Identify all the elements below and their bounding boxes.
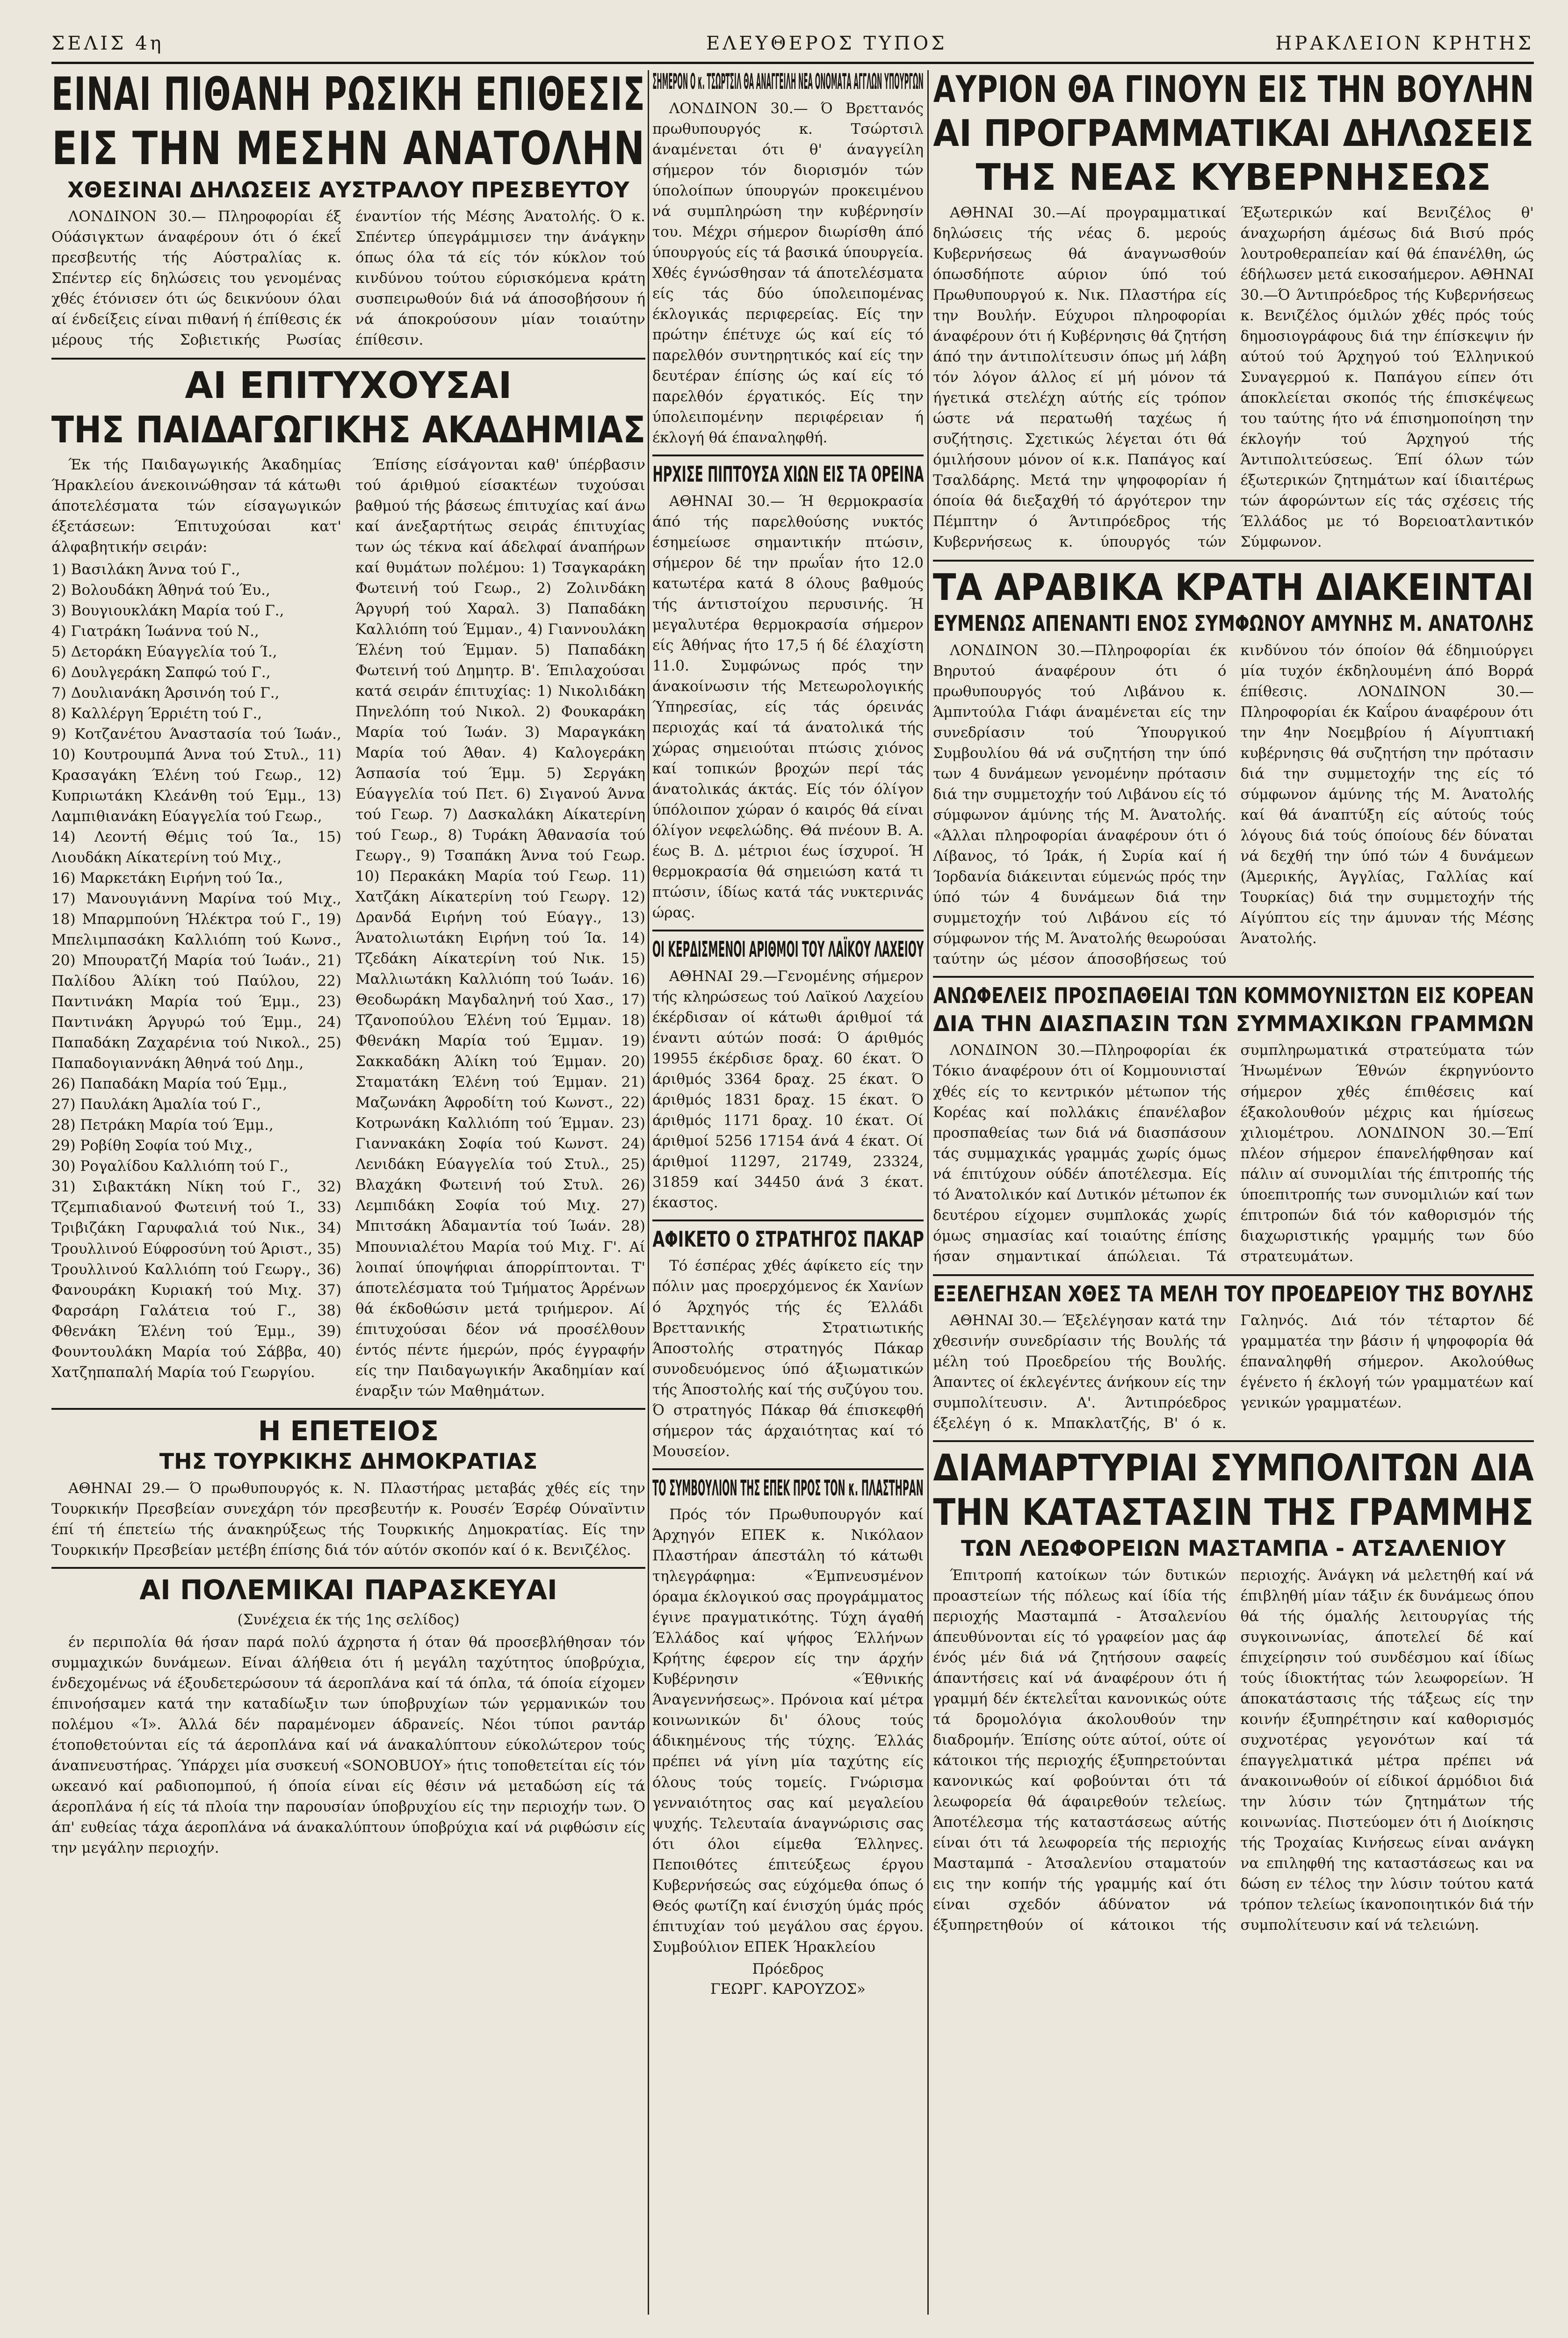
signature-title: Πρόεδρος: [752, 1960, 824, 1977]
divider: [51, 358, 645, 360]
paragraph: Έπίσης είσάγονται καθ' ύπέρβασιν τού άριθμού είσακτέων τυχούσαι βαθμού τής βάσεως έπιτυχίας καί άνω καί άνεξαρτήτως σειράς έπιτυχίας των ώς τέκνα καί άδελφαί άναπήρων καί θυμάτων πολέμου: 1) Τσαγκαράκη Φωτεινή τού Γεωρ., 2) Ζολινδάκη Άργυρή τού Χαραλ. 3) Παπαδάκη Καλλιόπη τού Έμμαν., 4) Γιαννουλάκη Έλένη τού Έμμαν. 5) Παπαδάκη Φωτεινή τού Δημητρ. Β'. Έπιλαχούσαι κατά σειράν έπιτυχίας: 1) Νικολιδάκη Πηνελόπη τού Νικολ. 2) Φουκαράκη Μαρία τού Ίωάν. 3) Μαραγκάκη Μαρία τού Άθαν. 4) Καλογεράκη Άσπασία τού Έμμ. 5) Σεργάκη Εύαγγελία τού Πετ. 6) Σιγανού Άννα τού Γεωρ. 7) Δασκαλάκη Αίκατερίνη τού Γεωρ., 8) Τυράκη Άθανασία τού Γεωργ., 9) Τσαπάκη Άννα τού Γεωρ. 10) Περακάκη Μαρία τού Γεωρ. 11) Χατζάκη Αίκατερίνη τού Γεωργ. 12) Δρανδά Ειρήνη τού Εύαγγ., 13) Άνατολιωτάκη Ειρήνη τού Ία. 14) Τζεδάκη Αίκατερίνη τού Νικ. 15) Μαλλιωτάκη Καλλιόπη τού Ίωάν. 16) Θεοδωράκη Μαγδαληνή τού Χασ., 17) Τζανοπούλου Έλένη τού Έμμαν. 18) Φθενάκη Μαρία τού Έμμαν. 19) Σακκαδάκη Άλίκη τού Έμμαν. 20) Σταματάκη Έλένη τού Έμμαν. 21) Μαζωνάκη Άφροδίτη τού Κωνστ., 22) Κοτρωνάκη Καλλιόπη τού Έμμαν. 23) Γιαννακάκη Σοφία τού Κωνστ. 24) Λενιδάκη Εύαγγελία τού Στυλ., 25) Βλαχάκη Φωτεινή τού Στυλ. 26) Λεμπιδάκη Σοφία τού Μιχ. 27) Μπιτσάκη Άδαμαντία τού Ίωάν. 28) Μπουνιαλέτου Μαρία τού Μιχ. Γ'. Αί λοιπαί ύποψήφιαι άπορρίπτονται. Τ' άποτελέσματα τού Τμήματος Άρρένων θά έκδοθώσιν μετά τριήμερον. Αί έπιτυχούσαι δέον νά προσέλθουν έντός πέντε ήμερών, πρός έγγραφήν είς την Παιδαγωγικήν Άκαδημίαν καί έναρξιν τών Μαθημάτων.: [355, 456, 645, 1400]
article-body: [933, 202, 1534, 553]
list-item: 7) Δουλιανάκη Άρσινόη τού Γ.,: [51, 685, 280, 702]
page-number: ΣΕΛΙΣ 4η: [51, 33, 164, 54]
results-list: [51, 559, 341, 1383]
divider: [933, 1274, 1534, 1276]
list-item: 14) Λεοντή Θέμις τού Ία., 15) Λιουδάκη Αίκατερίνη τού Μιχ.,: [51, 829, 341, 866]
divider: [652, 455, 924, 456]
headline: ΑΙ ΠΡΟΓΡΑΜΜΑΤΙΚΑΙ ΔΗΛΩΣΕΙΣ: [933, 113, 1534, 155]
article-lottery: [652, 938, 924, 1213]
signature-block: [652, 1959, 924, 2000]
article-korea: [933, 984, 1534, 1268]
list-item: 17) Μανουγιάννη Μαρίνα τού Μιχ., 18) Μπαρμπούνη Ήλέκτρα τού Γ., 19) Μπελιμπασάκη Καλλιόπη τού Κωνσ., 20) Μπουρατζή Μαρία τού Ίωάν., 21) Παλίδου Άλίκη τού Παύλου, 22) Παντινάκη Μαρία τού Έμμ., 23) Παντινάκη Άργυρώ τού Έμμ., 24) Παπαδάκη Ζαχαρένια τού Νικολ., 25) Παπαδογιαννάκη Άθηνά τού Δημ.,: [51, 890, 341, 1072]
article-war-preparations: [51, 1575, 645, 1858]
masthead: [51, 29, 1534, 64]
paragraph: ΛΟΝΔΙΝΟΝ 30.—Πληροφορίαι έκ Βηρυτού άναφέρουν ότι ό πρωθυπουργός τού Λιβάνου κ. Άμπντούλα Γιάφι άναμένεται είς την συνεδρίασιν τού Ύπουργικού Συμβουλίου θά νά συζητήση την ύπό των 4 δυνάμεων γενομένην πρότασιν διά την συμμετοχήν τού Λιβάνου είς τό σύμφωνον άμύνης τής Μ. Άνατολής. «Άλλαι πληροφορίαι άναφέρουν ότι ό Λίβανος, τό Ίράκ, ή Συρία καί ή Ίορδανία διάκεινται εύμενώς πρός την ύπό τών 4 δυνάμεων διά την συμμετοχήν τού Λιβάνου είς τό σύμφωνον τής Μ. Άνατολής θεωρούσαι ταύτην ώς μέσον άποσοβήσεως τού κινδύνου τόν όποίον θά έδημιούργει μία τυχόν έκδηλουμένη άπό Βορρά έπίθεσις. ΛΟΝΔΙΝΟΝ 30.—Πληροφορίαι έκ Καΐρου άναφέρουν ότι την 4ην Νοεμβρίου ή Αίγυπτιακή κυβέρνησις θά συζητήση την πρότασιν διά την συμμετοχήν της είς τό σύμφωνον άμύνης τής Μ. Άνατολής καί θά άναπτύξη είς αύτούς τούς λόγους διά τούς όποίους δέν δύναται νά δεχθή την ύπό τών 4 δυνάμεων (Άμερικής, Άγγλίας, Γαλλίας καί Τουρκίας) διά την συμμετοχήν τής Αίγύπτου είς την άμυναν τής Μέσης Άνατολής.: [933, 642, 1534, 968]
newspaper-title: ΕΛΕΥΘΕΡΟΣ ΤΥΠΟΣ: [706, 33, 947, 54]
list-item: 2) Βολουδάκη Άθηνά τού Έυ.,: [51, 582, 270, 599]
headline: ΤΗΣ ΝΕΑΣ ΚΥΒΕΡΝΗΣΕΩΣ: [975, 157, 1491, 199]
article-body: [652, 98, 924, 448]
article-body: [51, 1478, 645, 1560]
signature-name: ΓΕΩΡΓ. ΚΑΡΟΥΖΟΣ»: [710, 1981, 866, 1998]
headline: ΕΞΕΛΕΓΗΣΑΝ ΧΘΕΣ ΤΑ ΜΕΛΗ ΤΟΥ ΠΡΟΕΔΡΕΙΟΥ ΤΗΣ ΒΟΥΛΗΣ: [933, 1281, 1534, 1306]
headline: Η ΕΠΕΤΕΙΟΣ: [258, 1414, 439, 1447]
headline: ΤΟ ΣΥΜΒΟΥΛΙΟΝ ΤΗΣ ΕΠΕΚ ΠΡΟΣ ΤΟΝ κ. ΠΛΑΣΤΗΡΑΝ: [652, 1475, 924, 1501]
list-item: 3) Βουγιουκλάκη Μαρία τού Γ.,: [51, 602, 284, 620]
article-body: [933, 1040, 1534, 1267]
paragraph: Έπιτροπή κατοίκων τών δυτικών προαστείων τής πόλεως καί ίδία τής περιοχής Μασταμπά - Άτσαλενίου άπευθύνονται είς τό γραφείον μας άφ ένός μέν διά νά ζητήσουν σαφείς άπαντήσεις καί νά άναφέρουν ότι ή γραμμή δέν έκτελεΐται κανονικώς ούτε τά δρομολόγια άκολουθούν την διαδρομήν. Έπίσης ούτε αύτοί, ούτε οί κάτοικοι τής περιοχής έξυπηρετούνται κανονικώς καί φοβούνται ότι τά λεωφορεία θά άφαιρεθούν τελείως. Άποτέλεσμα τής καταστάσεως αύτής είναι ότι τά λεωφορεία τής περιοχής Μασταμπά - Άτσαλενίου σταματούν εις την κοπήν τής γραμμής καί ότι είναι σχεδόν άδύνατον νά έξυπηρετηθούν οί κάτοικοι τής περιοχής. Άνάγκη νά μελετηθή καί νά έπιβληθή μίαν τάξιν έκ δυνάμεως όπου θά τής όμαλής λειτουργίας τής συγκοινωνίας, άποτελεί δέ καί έπιχείρησιν τού συνδέσμου καί ίδίως τούς ίδιοκτήτας τών λεωφορείων. Ή άποκατάστασις τής τάξεως είς την κοινήν έξυπηρέτησιν καί καθορισμός συχνοτέρας γεγονότων καί τά έπαγγελματικά μέτρα πρέπει νά άνακοινωθούν οί είδικοί άρμόδιοι διά την λύσιν τών ζητημάτων τής κοινωνίας. Πιστεύομεν ότι ή Διοίκησις τής Τροχαίας Κινήσεως είναι ανάγκη να επιληφθή της καταστάσεως και να δώση εν τέλος την λύσιν τούτου κατά τρόπον τελείως ίκανοποιητικόν διά τήν συμπολίτευσιν καί νά τελειώνη.: [933, 1566, 1534, 1934]
list-item: 30) Ρογαλίδου Καλλιόπη τού Γ.,: [51, 1158, 289, 1175]
headline: ΤΗΝ ΚΑΤΑΣΤΑΣΙΝ ΤΗΣ ΓΡΑΜΜΗΣ: [933, 1491, 1534, 1534]
subheadline: ΤΩΝ ΛΕΩΦΟΡΕΙΩΝ ΜΑΣΤΑΜΠΑ - ΑΤΣΑΛΕΝΙΟΥ: [961, 1535, 1506, 1561]
article-turkish-republic: [51, 1416, 645, 1560]
article-pedagogical-academy: [51, 366, 645, 1401]
paragraph: Τό έσπέρας χθές άφίκετο είς την πόλιν μας προερχόμενος έκ Χανίων ό Άρχηγός τής ές Έλλάδι Βρεττανικής Στρατιωτικής Άποστολής στρατηγός Πάκαρ συνοδευόμενος ύπό άξιωματικών τής Άποστολής καί τής συζύγου του. Ό στρατηγός Πάκαρ θά έπισκεφθή σήμερον τάς άρχαιότητας καί τό Μουσείον.: [652, 1257, 924, 1460]
article-body: [933, 1565, 1534, 1936]
list-item: 9) Κοτζανέτου Άναστασία τού Ίωάν., 10) Κουτρουμπά Άννα τού Στυλ., 11) Κρασαγάκη Έλένη τού Γεωρ., 12) Κυπριωτάκη Κλεάνθη τού Έμμ., 13) Λαμπιθιανάκη Εύαγγελία τού Γεωρ.,: [51, 726, 341, 825]
list-item: 28) Πετράκη Μαρία τού Έμμ.,: [51, 1117, 274, 1134]
article-body: [51, 206, 645, 351]
list-item: 26) Παπαδάκη Μαρία τού Έμμ.,: [51, 1075, 288, 1093]
continuation-note: (Συνέχεια έκ τής 1ης σελίδος): [237, 1611, 460, 1628]
list-item: 6) Δουλγεράκη Σαπφώ τού Γ.,: [51, 664, 271, 681]
subheadline: ΤΗΣ ΤΟΥΡΚΙΚΗΣ ΔΗΜΟΚΡΑΤΙΑΣ: [159, 1449, 538, 1474]
article-body: [652, 491, 924, 923]
headline: ΤΑ ΑΡΑΒΙΚΑ ΚΡΑΤΗ ΔΙΑΚΕΙΝΤΑΙ: [933, 566, 1534, 609]
headline: ΕΙΝΑΙ ΠΙΘΑΝΗ ΡΩΣΙΚΗ ΕΠΙΘΕΣΙΣ: [51, 70, 645, 121]
article-epek-council: [652, 1477, 924, 2000]
divider: [652, 1220, 924, 1221]
paragraph: ΛΟΝΔΙΝΟΝ 30.—Πληροφορίαι έκ Τόκιο άναφέρουν ότι οί Κομμουνισταί χθές είς το κεντρικόν μέτωπον τής Κορέας καί πολλάκις έπανέλαβον προσπαθείας των διά νά διασπάσουν τάς συμμαχικάς γραμμάς χωρίς όμως νά έπιτύχουν ούδέν άποτέλεσμα. Είς τό Άνατολικόν καί Δυτικόν μέτωπον έκ δευτέρου είχομεν συμπλοκάς χωρίς όμως σημασίας καί τοιαύτης έπίσης ήσαν σημαντικαί άπώλειαι. Τά συμπληρωματικά στρατεύματα τών Ήνωμένων Έθνών έκρηγνύοντο σήμερον χθές έπιθέσεις καί έξακολουθούν μέχρις και ήμίσεως χιλιομέτρου. ΛΟΝΔΙΝΟΝ 30.—Έπί πλέον σήμερον έπανελήφθησαν καί πάλιν αί συνομιλίαι τής έπιτροπής τής ύποεπιτροπής των συνομιλιών καί των έπιτροπών διά τόν καθορισμόν τής διαχωριστικής γραμμής των δύο στρατευμάτων.: [933, 1042, 1534, 1265]
article-bus-line-protest: [933, 1449, 1534, 1936]
headline: ΑΙ ΕΠΙΤΥΧΟΥΣΑΙ: [185, 365, 512, 407]
article-russian-attack: [51, 70, 645, 351]
paragraph: ΑΘΗΝΑΙ 30.— Έξελέγησαν κατά την χθεσινήν συνεδρίασιν τής Βουλής τά μέλη τού Προεδρείου τής Βουλής. Άπαντες οί έκλεγέντες άνήκουν είς την συμπολίτευσιν. Α'. Άντιπρόεδρος έξελέγη ό κ. Μπακλατζής, Β' ό κ. Γαληνός. Διά τόν τέταρτον δέ γραμματέα την βάσιν ή ψηφοφορία θά έπαναληφθή σήμερον. Ακολούθως έγένετο ή έκλογή τών γραμματέων καί γενικών γραμματέων.: [933, 1312, 1534, 1432]
headline: ΔΙΑΜΑΡΤΥΡΙΑΙ ΣΥΜΠΟΛΙΤΩΝ ΔΙΑ: [933, 1447, 1534, 1490]
left-columns: [51, 70, 645, 2315]
paragraph: ΛΟΝΔΙΝΟΝ 30.— Πληροφορίαι έξ Ούάσιγκτων άναφέρουν ότι ό έκεΐ πρεσβευτής τής Αύστραλίας κ. Σπέντερ είς δηλώσεις του γενομένας χθές έτόνισεν ότι ώς δεικνύουν όλαι αί ένδείξεις είναι πιθανή ή έπίθεσις έκ μέρους τής Σοβιετικής Ρωσίας έναντίον τής Μέσης Άνατολής. Ό κ. Σπέντερ ύπεγράμμισεν την άνάγκην όπως όλα τά είς τόν κύκλον τού κινδύνου τούτου εύρισκόμενα κράτη συσπειρωθούν διά νά άποσοβήσουν ή νά άποκρούσουν μίαν τοιαύτην έπίθεσιν.: [51, 208, 645, 349]
article-programmatic-declarations: [933, 70, 1534, 553]
paragraph: ΑΘΗΝΑΙ 29.— Ό πρωθυπουργός κ. Ν. Πλαστήρας μεταβάς χθές είς την Τουρκικήν Πρεσβείαν συνεχάρη τόν πρεσβευτήν κ. Ρουσέν Έσρέφ Ούναϊντιν έπί τή έπετείω τής άνακηρύξεως τής Τουρκικής Δημοκρατίας. Είς την Τουρκικήν Πρεσβείαν μετέβη έπίσης διά τόν αύτόν σκοπόν καί ό κ. Βενιζέλος.: [51, 1479, 645, 1559]
list-item: 8) Καλλέργη Έρριέτη τού Γ.,: [51, 705, 262, 722]
list-item: 27) Παυλάκη Άμαλία τού Γ.,: [51, 1096, 261, 1113]
list-item: 4) Γιατράκη Ίωάννα τού Ν.,: [51, 623, 259, 640]
list-item: 1) Βασιλάκη Άννα τού Γ.,: [51, 561, 240, 578]
paragraph: έν περιπολία θά ήσαν παρά πολύ άχρηστα ή όταν θά προσεβλήθησαν τόν συμμαχικών δυνάμεων. Είναι άλήθεια ότι ή μεγάλη ταχύτητος ύποβρύχια, ένδεχομένως νά έξουδετερώσουν τά άεροπλάνα καί τά όπλα, τά όποία είχομεν έπινοήσαμεν κατά την καταδίωξιν των ύποβρυχίων τών γερμανικών του πολέμου «Ί». Άλλά δέν παραμένομεν άδρανείς. Νέοι τύποι ραντάρ έτοποθετούνται είς τά άεροπλάνα καί νά άνακαλύπτουν εύκολώτερον τούς άναπνευστήρας. Ύπάρχει μία συσκευή «SONOBUOY» ήτις τοποθετείται είς τόν ωκεανό καί ραδιοπομπού, ή όποία είναι είς θέσιν νά μεταδώση είς τά άεροπλάνα ή είς τά πλοία την παρουσίαν ύποβρυχίου είς την περιοχήν των. Ό άπ' ευθείας τάχα άεροπλάνα νά άνακαλύπτουν ύποβρύχια καί νά ριφθώσιν είς την μεγάλην περιοχήν.: [51, 1633, 645, 1856]
article-body: [652, 966, 924, 1213]
paragraph: ΑΘΗΝΑΙ 29.—Γενομένης σήμερον τής κληρώσεως τού Λαϊκού Λαχείου έκέρδισαν οί κάτωθι άριθμοί τά έναντι αύτών ποσά: Ό άριθμός 19955 έκέρδισε δραχ. 60 έκατ. Ό άριθμός 3364 δραχ. 25 έκατ. Ό άριθμός 1831 δραχ. 15 έκατ. Ό άριθμός 1171 δραχ. 10 έκατ. Οί άριθμοί 5256 17154 άνά 4 έκατ. Οί άριθμοί 11297, 21749, 23324, 31859 καί 34450 άνά 3 έκατ. έκαστος.: [652, 967, 924, 1211]
list-item: 31) Σιβακτάκη Νίκη τού Γ., 32) Τζεμπιαδιανού Φωτεινή τού Ί., 33) Τριβιζάκη Γαρυφαλιά τού Νικ., 34) Τρουλλινού Εύφροσύνη τού Άριστ., 35) Τρουλλινού Καλλιόπη τού Γεωργ., 36) Φανουράκη Κυριακή τού Μιχ. 37) Φαρσάρη Γαλάτεια τού Γ., 38) Φθενάκη Έλένη τού Έμμ., 39) Φουντουλάκη Μαρία τού Σάββα, 40) Χατζηπαπαλή Μαρία τού Γεωργίου.: [51, 1178, 341, 1381]
column-divider: [648, 70, 649, 2315]
article-churchill-ministers: [652, 70, 924, 448]
headline: ΗΡΧΙΣΕ ΠΙΠΤΟΥΣΑ ΧΙΩΝ ΕΙΣ ΤΑ ΟΡΕΙΝΑ: [652, 461, 924, 487]
subheadline: ΕΥΜΕΝΩΣ ΑΠΕΝΑΝΤΙ ΕΝΟΣ ΣΥΜΦΩΝΟΥ ΑΜΥΝΗΣ Μ. ΑΝΑΤΟΛΗΣ: [933, 611, 1534, 636]
divider: [933, 976, 1534, 978]
article-body: [51, 1609, 645, 1858]
divider: [933, 560, 1534, 562]
headline: ΔΙΑ ΤΗΝ ΔΙΑΣΠΑΣΙΝ ΤΩΝ ΣΥΜΜΑΧΙΚΩΝ ΓΡΑΜΜΩΝ: [933, 1010, 1534, 1036]
headline: ΕΙΣ ΤΗΝ ΜΕΣΗΝ ΑΝΑΤΟΛΗΝ: [51, 122, 645, 175]
middle-column: [652, 70, 924, 2315]
list-item: 16) Μαρκετάκη Ειρήνη τού Ία.,: [51, 870, 283, 887]
divider: [652, 930, 924, 931]
article-general-packard: [652, 1228, 924, 1462]
article-body: [51, 455, 645, 1401]
article-snow: [652, 463, 924, 923]
divider: [51, 1567, 645, 1569]
headline: ΑΙ ΠΟΛΕΜΙΚΑΙ ΠΑΡΑΣΚΕΥΑΙ: [139, 1573, 557, 1606]
paragraph: Έκ τής Παιδαγωγικής Άκαδημίας Ήρακλείου άνεκοινώθησαν τά κάτωθι άποτελέσματα τών είσαγωγικών έξετάσεων: Έπιτυχούσαι κατ' άλφαβητικήν σειράν:: [51, 456, 341, 556]
paragraph: Πρός τόν Πρωθυπουργόν καί Άρχηγόν ΕΠΕΚ κ. Νικόλαον Πλαστήραν άπεστάλη τό κάτωθι τηλεγράφημα: «Έμπνευσμένον όραμα έκλογικού σας προγράμματος έγινε πραγματικότης. Τύχη άγαθή Έλλάδος καί ψήφος Έλλήνων Κρήτης έφερον είς την άρχήν Κυβέρνησιν «Έθνικής Άναγεννήσεως». Πρόνοια καί μέτρα κοινωνικών δι' όλους τούς άδικημένους τής τύχης. Έλλάς πρέπει νά γίνη μία ταχύτης είς όλους τούς τομείς. Γνώρισμα γενναιότητος σας καί μεγαλείου ψυχής. Τελευταία άναγνώρισις σας ότι όλοι είμεθα Έλληνες. Πεποιθότες έπιτεύξεως έργου Κυβερνήσεώς σας εύχόμεθα όπως ό Θεός φωτίζη καί ένισχύη ύμάς πρός έπιτυχίαν τού μεγάλου σας έργου. Συμβούλιον ΕΠΕΚ Ήρακλείου: [652, 1506, 924, 1956]
headline: ΟΙ ΚΕΡΔΙΣΜΕΝΟΙ ΑΡΙΘΜΟΙ ΤΟΥ ΛΑΪΚΟΥ ΛΑΧΕΙΟΥ: [652, 936, 924, 962]
headline: ΤΗΣ ΠΑΙΔΑΓΩΓΙΚΗΣ ΑΚΑΔΗΜΙΑΣ: [51, 409, 645, 451]
headline: ΑΥΡΙΟΝ ΘΑ ΓΙΝΟΥΝ ΕΙΣ ΤΗΝ ΒΟΥΛΗΝ: [933, 70, 1534, 111]
headline: ΑΝΩΦΕΛΕΙΣ ΠΡΟΣΠΑΘΕΙΑΙ ΤΩΝ ΚΟΜΜΟΥΝΙΣΤΩΝ ΕΙΣ ΚΟΡΕΑΝ: [933, 983, 1534, 1009]
right-columns: [933, 70, 1534, 2315]
article-body: [933, 640, 1534, 969]
divider: [652, 1468, 924, 1470]
paragraph: ΛΟΝΔΙΝΟΝ 30.— Ό Βρεττανός πρωθυπουργός κ. Τσώρτσιλ άναμένεται ότι θ' άναγγείλη σήμερον τόν διορισμόν τών ύπολοίπων ύπουργών προκειμένου νά συμπληρώση την κυβέρνησίν του. Μέχρι σήμερον διωρίσθη άπό ύπουργούς είς τά βασικά ύπουργεία. Χθές έγνώσθησαν τά άποτελέσματα είς τάς δύο ύπολειπομένας έκλογικάς περιφερείας. Είς την πρώτην έπέτυχε ώς καί είς τό παρελθόν συντηρητικός καί είς την δευτέραν έπίσης ώς καί είς τό παρελθόν έργατικός. Είς την ύπολειπομένην περιφέρειαν ή έκλογή θά έπαναληφθή.: [652, 100, 924, 446]
column-divider: [927, 70, 929, 2315]
list-item: 29) Ροβίθη Σοφία τού Μιχ.,: [51, 1137, 253, 1155]
headline: ΑΦΙΚΕΤΟ Ο ΣΤΡΑΤΗΓΟΣ ΠΑΚΑΡ: [652, 1226, 924, 1252]
paragraph: ΑΘΗΝΑΙ 30.—Αί προγραμματικαί δηλώσεις τής νέας δ. μερούς Κυβερνήσεως θά άναγνωσθούν όπωσδήποτε αύριον ύπό τού Πρωθυπουργού κ. Νικ. Πλαστήρα είς την Βουλήν. Εύχυροι πληροφορίαι άναφέρουν ότι ή Κυβέρνησις θά ζητήση άπό την άντιπολίτευσιν όπως μή λάβη τόν λόγον άλλος εί μή μόνον τά ήγετικά στελέχη αύτής είς τρόπον ώστε νά περατωθή ταχέως ή συζήτησις. Σχετικώς λέγεται ότι θά όμιλήσουν μόνον οί κ.κ. Παπάγος καί Τσαλδάρης. Μετά την ψηφοφορίαν ή όποία θά διεξαχθή τό άργότερον την Πέμπτην ό Άντιπρόεδρος τής Κυβερνήσεως κ. ύπουργός τών Έξωτερικών καί Βενιζέλος θ' άναχωρήση άμέσως διά Βισύ πρός λουτροθεραπείαν καί θά έπανέλθη, ώς έδήλωσεν μετά εικοσαήμερον. ΑΘΗΝΑΙ 30.—Ό Άντιπρόεδρος τής Κυβερνήσεως κ. Βενιζέλος όμιλών χθές πρός τούς δημοσιογράφους διά την έπίσκεψιν ήν αύτού τού Άρχηγού τού Έλληνικού Συναγερμού κ. Παπάγου είπεν ότι άποκλείεται σκοπός τής έπισκέψεως του ταύτης ήτο νά έπισημοποίηση την έκλογήν τού Άρχηγού τής Άντιπολιτεύσεως. Έπί όλων τών έξωτερικών ζητημάτων καί ίδιαιτέρως τών άφορώντων είς τάς σχέσεις τής Έλλάδος με τό Βορειοατλαντικόν Σύμφωνον.: [933, 204, 1534, 550]
list-item: 5) Δετοράκη Εύαγγελία τού Ί.,: [51, 643, 277, 661]
article-body: [933, 1310, 1534, 1434]
divider: [51, 1408, 645, 1410]
article-body: [652, 1256, 924, 1461]
city-dateline: ΗΡΑΚΛΕΙΟΝ ΚΡΗΤΗΣ: [1275, 33, 1534, 54]
article-parliament-presidium: [933, 1283, 1534, 1434]
divider: [933, 1440, 1534, 1442]
headline: ΣΗΜΕΡΟΝ Ο κ. ΤΣΩΡΤΣΙΛ ΘΑ ΑΝΑΓΓΕΙΛΗ ΝΕΑ ΟΝΟΜΑΤΑ ΑΓΓΛΩΝ ΥΠΟΥΡΓΩΝ: [652, 70, 924, 94]
paragraph: ΑΘΗΝΑΙ 30.— Ή θερμοκρασία άπό τής παρελθούσης νυκτός έσημείωσε σημαντικήν πτώσιν, σήμερον δέ την πρωΐαν ήτο 12.0 κατωτέρα κατά 8 όλους βαθμούς τής άντιστοίχου περυσινής. Ή μεγαλυτέρα θερμοκρασία σήμερον είς Άθήνας ήτο 17,5 ή δέ έλαχίστη 11.0. Συμφώνως πρός την άνακοίνωσιν τής Μετεωρολογικής Ύπηρεσίας, είς τάς όρεινάς περιοχάς καί τά άνατολικά τής χώρας σημειούται πτώσις χιόνος καί τοπικών βροχών περί τάς άνατολικάς άκτάς. Είς τόν όλίγον ύπόλοιπον χώραν ό καιρός θά είναι όλίγον νεφελώδης. Θά πνέουν Β. Α. έως Β. Δ. μέτριοι έως ίσχυροί. Ή θερμοκρασία θά σημειώση κατά τι πτώσιν, ίδίως κατά τάς νυκτερινάς ώρας.: [652, 492, 924, 921]
article-body: [652, 1504, 924, 1957]
article-arab-states: [933, 568, 1534, 969]
subheadline: ΧΘΕΣΙΝΑΙ ΔΗΛΩΣΕΙΣ ΑΥΣΤΡΑΛΟΥ ΠΡΕΣΒΕΥΤΟΥ: [67, 177, 629, 202]
